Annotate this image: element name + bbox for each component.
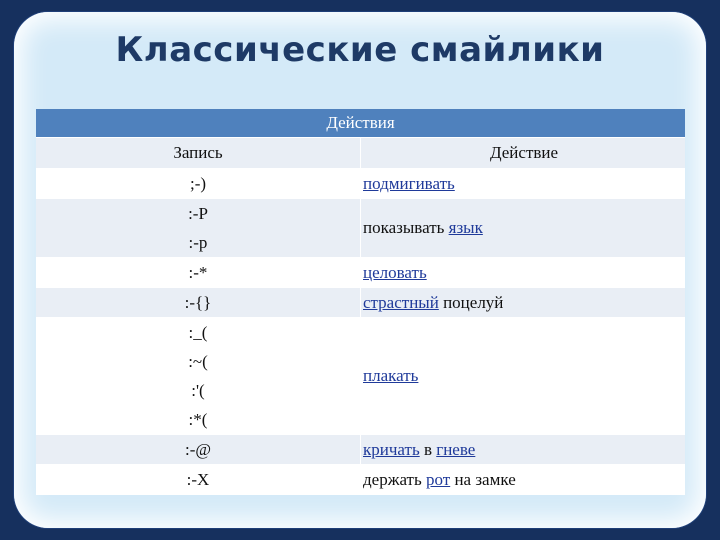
action-cell (361, 199, 686, 258)
smiley-code: :-p (188, 233, 208, 252)
table-row (36, 258, 685, 288)
smiley-code: :*( (188, 410, 208, 429)
smiley-code: :_( (188, 323, 208, 342)
action-cell (361, 318, 686, 435)
table-row (36, 199, 685, 258)
table-row (36, 435, 685, 465)
smiley-code-cell (36, 288, 361, 318)
action-cell (361, 465, 686, 495)
table-body (36, 169, 685, 495)
action-link[interactable]: целовать (363, 262, 427, 282)
action-text: поцелуй (438, 292, 504, 312)
action-link[interactable]: кричать (363, 439, 420, 459)
smiley-code-cell (36, 465, 361, 495)
action-link[interactable]: гневе (436, 439, 476, 459)
action-link[interactable]: рот (425, 469, 451, 489)
action-text: на замке (450, 469, 516, 489)
smiley-code-cell (36, 169, 361, 199)
action-link[interactable]: страстный (363, 292, 439, 312)
smiley-code: :~( (188, 352, 208, 371)
table-row (36, 169, 685, 199)
smiley-code: ;-) (189, 174, 207, 193)
action-link[interactable]: подмигивать (363, 173, 455, 193)
smiley-code-cell (36, 435, 361, 465)
table-row (36, 288, 685, 318)
smiley-code-cell (36, 258, 361, 288)
action-text: держать (363, 469, 426, 489)
slide (14, 12, 706, 528)
action-link[interactable]: плакать (363, 366, 419, 385)
page-title: Классические смайлики (115, 30, 605, 70)
action-text: показывать (363, 218, 449, 237)
action-cell (361, 435, 686, 465)
action-cell (361, 288, 686, 318)
smileys-table (36, 109, 685, 495)
column-header-action: Действие (361, 138, 686, 169)
smiley-code: :-* (188, 263, 208, 282)
table-caption: Действия (36, 109, 685, 138)
action-text: в (419, 439, 437, 459)
action-cell (361, 169, 686, 199)
table-row (36, 465, 685, 495)
smiley-code-cell (36, 199, 361, 258)
smiley-code: :-@ (184, 440, 212, 459)
smiley-code: :-X (186, 470, 210, 489)
action-link[interactable]: язык (448, 218, 483, 237)
smiley-code-cell (36, 318, 361, 435)
column-header-record: Запись (36, 138, 361, 169)
smileys-table-wrapper (36, 109, 685, 495)
smiley-code: :-P (188, 204, 208, 223)
table-row (36, 318, 685, 435)
smiley-code: :'( (191, 381, 205, 400)
action-cell (361, 258, 686, 288)
smiley-code: :-{} (184, 293, 212, 312)
